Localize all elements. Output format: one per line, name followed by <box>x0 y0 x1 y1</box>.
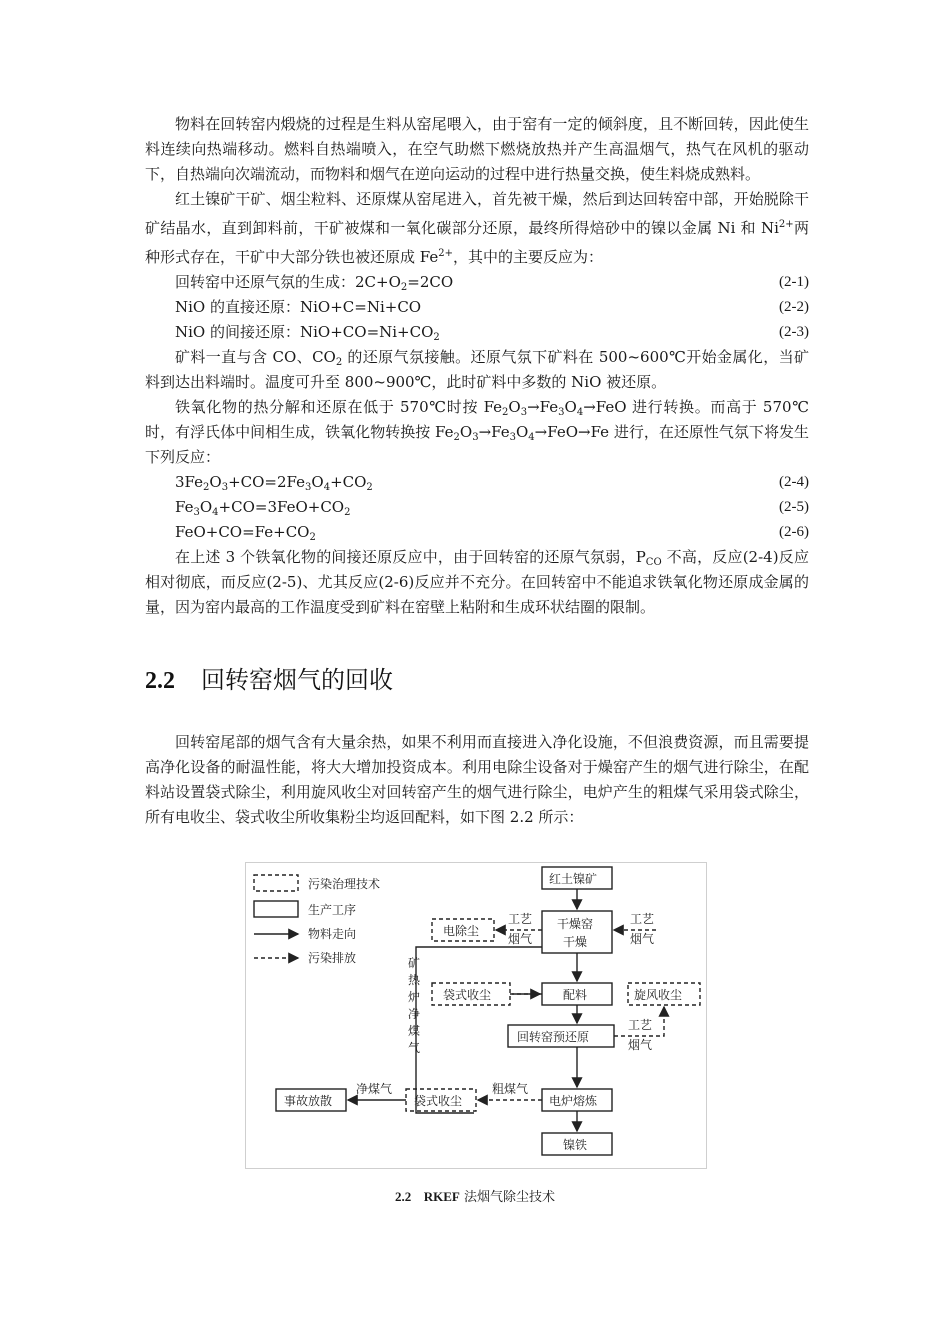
label-bag-dust-top: 袋式收尘 <box>443 988 492 1002</box>
figure-caption: 2.2 RKEF 法烟气除尘技术 <box>395 1189 555 1205</box>
svg-text:矿: 矿 <box>408 956 421 970</box>
label-ore: 红土镍矿 <box>549 872 598 886</box>
label-vertical-gas <box>408 956 421 1055</box>
svg-text:炉: 炉 <box>408 990 421 1004</box>
equation-2-4: $3Fe_2O_3+CO=2Fe_3O_4+CO_2$ (2-4) <box>175 473 809 493</box>
label-bag-dust-bottom: 袋式收尘 <box>414 1094 463 1108</box>
label-cyclone: 旋风收尘 <box>634 988 683 1002</box>
label-dry: 干燥 <box>563 935 588 949</box>
paragraph-kiln-process: 物料在回转窑内煅烧的过程是生料从窑尾喂入，由于窑有一定的倾斜度，且不断回转，因此使生料连续向热端移动。燃料自热端喷入，在空气助燃下燃烧放热并产生高温烟气，热气在风机的驱动下，自热端向次端流动，而物料和烟气在逆向运动的过程中进行热量交换，使生料烧成熟料。 <box>145 115 809 183</box>
label-gas-left-1: 烟气 <box>508 932 533 946</box>
svg-text:煤: 煤 <box>408 1024 421 1038</box>
paragraph-indirect-reduction: 在上述 3 个铁氧化物的间接还原反应中，由于回转窑的还原气氛弱，$P_{CO}$ 不高，反应(2-4)反应相对彻底，而反应(2-5)、尤其反应(2-6)反应并不充分。在回转窑中不能追求铁氧化物还原成金属的量，因为窑内最高的工作温度受到矿料在窑壁上粘附和生成环状结圈的限制。 <box>145 548 809 616</box>
equation-2-1: 回转窑中还原气氛的生成：$2C+O_2=2CO$ (2-1) <box>175 273 809 293</box>
svg-text:净: 净 <box>408 1007 421 1021</box>
label-process-right-1: 工艺 <box>630 912 655 926</box>
paragraph-flue-gas: 回转窑尾部的烟气含有大量余热，如果不利用而直接进入净化设施，不但浪费资源，而且需要提高净化设备的耐温性能，将大大增加投资成本。利用电除尘设备对于燥窑产生的烟气进行除尘，在配料站设置袋式除尘，利用旋风收尘对回转窑产生的烟气进行除尘，电炉产生的粗煤气采用袋式除尘，所有电收尘、袋式收尘所收集粉尘均返回配料，如下图 2.2 所示： <box>145 733 809 826</box>
body-text-top <box>145 112 809 620</box>
label-accident: 事故放散 <box>284 1094 333 1108</box>
label-gas-right-2: 烟气 <box>628 1038 653 1052</box>
label-rotary-kiln: 回转窑预还原 <box>517 1030 590 1044</box>
body-text-bottom <box>145 730 809 830</box>
label-batching: 配料 <box>563 988 588 1002</box>
label-gas-right-1: 烟气 <box>630 932 655 946</box>
label-dry-kiln: 干燥窑 <box>557 917 594 931</box>
equation-2-3: NiO 的间接还原：$NiO+CO=Ni+CO_2$ (2-3) <box>175 323 809 343</box>
label-electro-dust: 电除尘 <box>443 924 480 938</box>
equation-2-2: NiO 的直接还原：NiO+C=Ni+CO (2-2) <box>175 298 809 316</box>
flow-diagram <box>246 863 706 1168</box>
section-heading: 2.2 回转窑烟气的回收 <box>145 666 393 694</box>
paragraph-laterite: 红土镍矿干矿、烟尘粒料、还原煤从窑尾进入，首先被干燥，然后到达回转窑中部，开始脱除干矿结晶水，直到卸料前，干矿被煤和一氧化碳部分还原，最终所得焙砂中的镍以金属 Ni 和 $Ni^{2+}$两种形式存在，干矿中大部分铁也被还原成 $Fe^{2+}$，其中的主要反应为： <box>145 190 809 266</box>
legend-dashed-box <box>254 875 298 891</box>
svg-text:热: 热 <box>408 973 421 987</box>
label-furnace: 电炉熔炼 <box>549 1094 598 1108</box>
process-flow-figure <box>245 862 707 1169</box>
legend-label-material: 物料走向 <box>308 927 357 941</box>
legend-label-emission: 污染排放 <box>308 951 357 965</box>
legend-label-process: 生产工序 <box>308 903 357 917</box>
svg-text:气: 气 <box>408 1041 421 1055</box>
paragraph-reducing-atmosphere: 矿料一直与含 CO、$CO_2$ 的还原气氛接触。还原气氛下矿料在 500~600℃开始金属化，当矿料到达出料端时。温度可升至 800~900℃，此时矿料中多数的 NiO 被还原。 <box>145 348 809 391</box>
equation-2-6: $FeO+CO=Fe+CO_2$ (2-6) <box>175 523 809 543</box>
paragraph-iron-oxide: 铁氧化物的热分解和还原在低于 570℃时按 $Fe_2O_3\to Fe_3O_4\to FeO$ 进行转换。而高于 570℃时，有浮氏体中间相生成，铁氧化物转换按 $Fe_2O_3\to Fe_3O_4\to FeO\to Fe$ 进行，在还原性气氛下将发生下列反应： <box>145 398 809 466</box>
equation-2-5: $Fe_3O_4+CO=3FeO+CO_2$ (2-5) <box>175 498 809 518</box>
label-ferronickel: 镍铁 <box>563 1138 588 1152</box>
label-clean-gas: 净煤气 <box>356 1082 393 1096</box>
legend-label-pollution: 污染治理技术 <box>308 877 381 891</box>
label-coarse-gas: 粗煤气 <box>492 1082 529 1096</box>
label-process-left-1: 工艺 <box>508 912 533 926</box>
legend-solid-box <box>254 901 298 917</box>
label-process-right-2: 工艺 <box>628 1018 653 1032</box>
